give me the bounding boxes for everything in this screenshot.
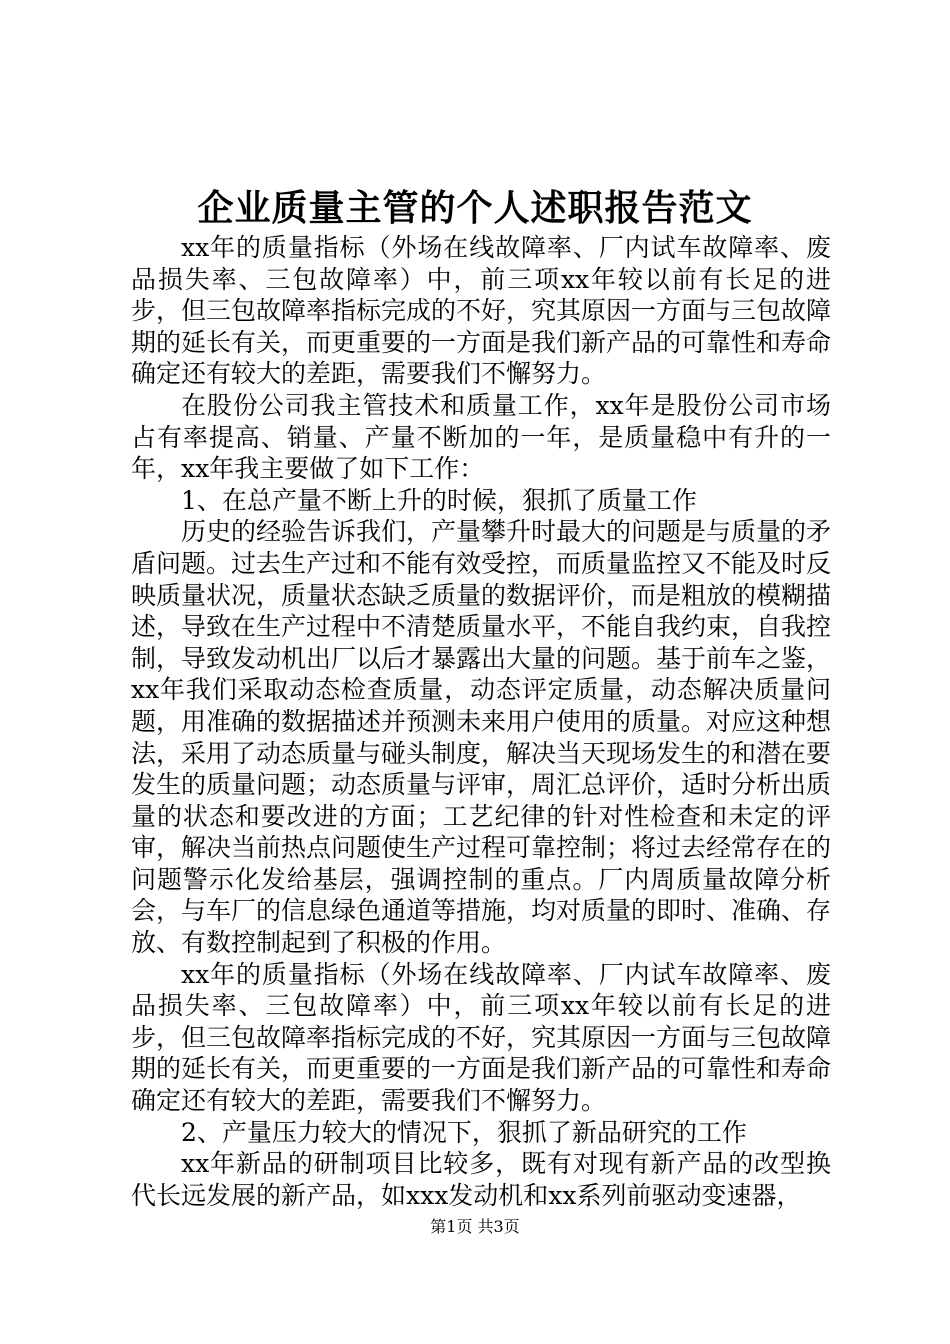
paragraph: 历史的经验告诉我们，产量攀升时最大的问题是与质量的矛盾问题。过去生产过和不能有效受控，而质量监控又不能及时反映质量状况，质量状态缺乏质量的数据评价，而是粗放的模糊描述，导致在生产过程中不清楚质量水平，不能自我约束，自我控制，导致发动机出厂以后才暴露出大量的问题。基于前车之鉴，xx年我们采取动态检查质量，动态评定质量，动态解决质量问题，用准确的数据描述并预测未来用户使用的质量。对应这种想法，采用了动态质量与碰头制度，解决当天现场发生的和潜在要发生的质量问题；动态质量与评审，周汇总评价，适时分析出质量的状态和要改进的方面；工艺纪律的针对性检查和未定的评审，解决当前热点问题使生产过程可靠控制；将过去经常存在的问题警示化发给基层，强调控制的重点。厂内周质量故障分析会，与车厂的信息绿色通道等措施，均对质量的即时、准确、存放、有数控制起到了积极的作用。 <box>131 517 832 958</box>
document-title: 企业质量主管的个人述职报告范文 <box>197 187 753 229</box>
section-heading: 2、产量压力较大的情况下，狠抓了新品研究的工作 <box>181 1117 747 1147</box>
paragraph: 在股份公司我主管技术和质量工作，xx年是股份公司市场占有率提高、销量、产量不断加的一年，是质量稳中有升的一年，xx年我主要做了如下工作： <box>131 390 831 484</box>
page-footer: 第1页 共3页 <box>430 1217 520 1236</box>
paragraph: xx年新品的研制项目比较多，既有对现有新产品的改型换代长远发展的新产品，如xxx发动机和xx系列前驱动变速器， <box>131 1149 831 1210</box>
section-heading: 1、在总产量不断上升的时候，狠抓了质量工作 <box>181 485 697 515</box>
paragraph: xx年的质量指标（外场在线故障率、厂内试车故障率、废品损失率、三包故障率）中，前三项xx年较以前有长足的进步，但三包故障率指标完成的不好，究其原因一方面与三包故障期的延长有关，而更重要的一方面是我们新产品的可靠性和寿命确定还有较大的差距，需要我们不懈努力。 <box>131 959 832 1116</box>
paragraph: xx年的质量指标（外场在线故障率、厂内试车故障率、废品损失率、三包故障率）中，前三项xx年较以前有长足的进步，但三包故障率指标完成的不好，究其原因一方面与三包故障期的延长有关，而更重要的一方面是我们新产品的可靠性和寿命确定还有较大的差距，需要我们不懈努力。 <box>131 233 832 389</box>
document-body <box>131 232 831 1211</box>
